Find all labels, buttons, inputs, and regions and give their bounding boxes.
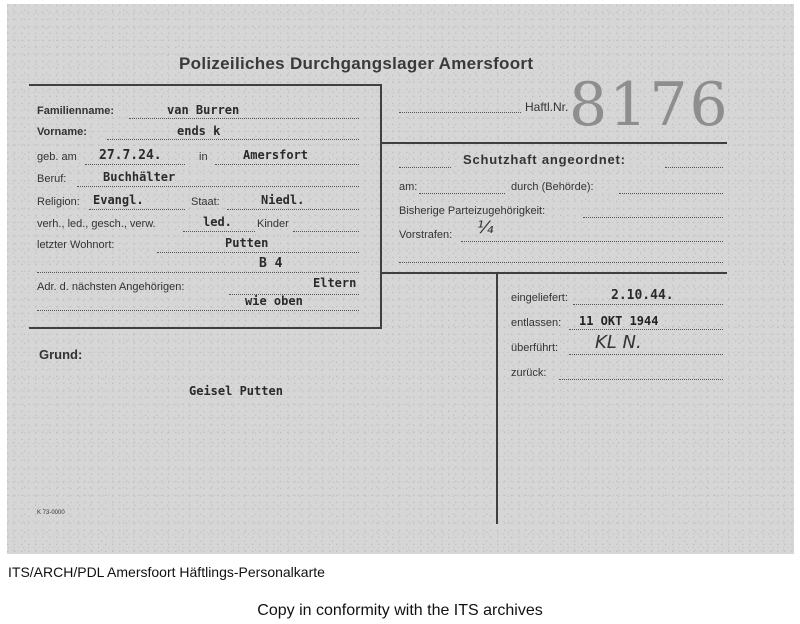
- stand-label: verh., led., gesch., verw.: [37, 218, 156, 230]
- schutzhaft-right-dotline: [665, 167, 723, 168]
- durch-dotline: [619, 193, 723, 194]
- grund-label: Grund:: [39, 347, 83, 362]
- staat-label: Staat:: [191, 196, 220, 208]
- stand-dotline: [183, 231, 255, 232]
- ueberfuehrt-dotline: [569, 354, 723, 355]
- am-label: am:: [399, 181, 418, 193]
- schutzhaft-extra-dotline: [399, 262, 723, 263]
- eingeliefert-value: 2.10.44.: [611, 288, 674, 303]
- left-box-bottom-line: [29, 327, 381, 329]
- beruf-label: Beruf:: [37, 173, 67, 185]
- schutzhaft-heading: Schutzhaft angeordnet:: [463, 152, 626, 167]
- geb-place-dotline: [215, 164, 359, 165]
- zurueck-label: zurück:: [511, 367, 547, 379]
- staat-dotline: [227, 209, 359, 210]
- religion-value: Evangl.: [93, 193, 144, 207]
- familienname-value: van Burren: [167, 103, 240, 117]
- wohnort-dotline: [157, 252, 359, 253]
- familienname-dotline: [129, 118, 359, 119]
- transit-divider-line: [496, 274, 498, 524]
- card-title: Polizeiliches Durchgangslager Amersfoort: [179, 54, 534, 73]
- kinder-dotline: [293, 231, 359, 232]
- wohnort-label: letzter Wohnort:: [37, 239, 115, 251]
- vorname-value: ends k: [177, 124, 221, 138]
- prisoner-card: [7, 4, 794, 554]
- ueberfuehrt-label: überführt:: [511, 342, 559, 354]
- haftnummer-value: 8176: [569, 70, 730, 140]
- kinder-label: Kinder: [257, 218, 289, 230]
- partei-dotline: [583, 217, 723, 218]
- angehoerige-extra: wie oben: [245, 294, 303, 308]
- partei-label: Bisherige Parteizugehörigkeit:: [399, 205, 546, 217]
- religion-label: Religion:: [37, 196, 80, 208]
- vorstrafen-dotline: [461, 241, 723, 242]
- durch-label: durch (Behörde):: [511, 181, 594, 193]
- wohnort-extra: B 4: [259, 256, 283, 271]
- religion-dotline: [89, 209, 185, 210]
- haftnummer-dotline: [399, 112, 521, 113]
- left-box-right-line: [380, 84, 382, 329]
- entlassen-label: entlassen:: [511, 317, 562, 329]
- vorname-label: Vorname:: [37, 126, 87, 138]
- wohnort-value: Putten: [225, 236, 269, 250]
- geb-place-value: Amersfort: [243, 148, 309, 162]
- familienname-label: Familienname:: [37, 105, 115, 117]
- staat-value: Niedl.: [261, 193, 305, 207]
- beruf-value: Buchhälter: [103, 170, 176, 184]
- geb-label: geb. am: [37, 151, 77, 163]
- schutzhaft-bottom-line: [382, 272, 727, 274]
- angehoerige-value: Eltern: [313, 276, 357, 290]
- vorstrafen-label: Vorstrafen:: [399, 229, 453, 241]
- eingeliefert-dotline: [573, 304, 723, 305]
- source-caption: ITS/ARCH/PDL Amersfoort Häftlings-Personalkarte: [8, 564, 325, 580]
- form-code: K 73-0000: [37, 510, 65, 516]
- entlassen-stamp: 11 OKT 1944: [579, 314, 659, 328]
- geb-dotline: [85, 164, 185, 165]
- conformity-caption: Copy in conformity with the ITS archives: [257, 602, 543, 619]
- ueberfuehrt-value: KL N.: [595, 332, 642, 353]
- schutzhaft-left-dotline: [399, 167, 451, 168]
- angehoerige-extra-dotline: [37, 310, 359, 311]
- angehoerige-label: Adr. d. nächsten Angehörigen:: [37, 281, 185, 293]
- entlassen-dotline: [569, 329, 723, 330]
- schutzhaft-top-line: [382, 142, 727, 144]
- stand-value: led.: [203, 215, 232, 229]
- am-dotline: [419, 193, 505, 194]
- geb-value: 27.7.24.: [99, 148, 162, 163]
- grund-value: Geisel Putten: [189, 384, 283, 398]
- left-box-top-line: [29, 84, 381, 86]
- zurueck-dotline: [559, 379, 723, 380]
- vorstrafen-value: ¼: [477, 218, 494, 238]
- wohnort-extra-dotline: [37, 272, 359, 273]
- eingeliefert-label: eingeliefert:: [511, 292, 568, 304]
- haftnummer-label: Haftl.Nr.: [525, 100, 569, 114]
- vorname-dotline: [107, 139, 359, 140]
- geb-in-label: in: [199, 151, 208, 163]
- beruf-dotline: [77, 186, 359, 187]
